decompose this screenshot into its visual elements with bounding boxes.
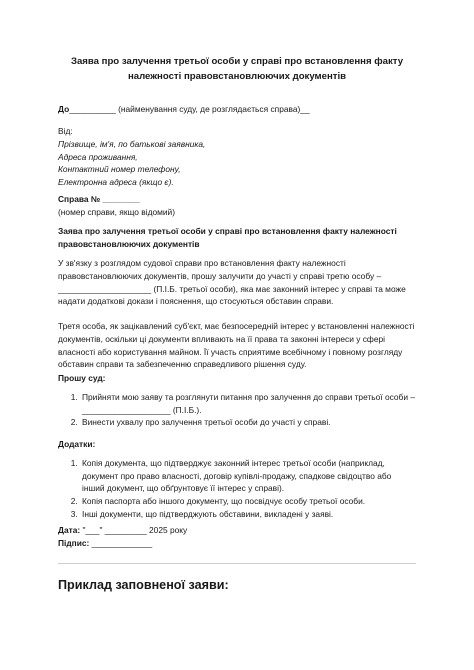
attachments-list <box>58 457 416 521</box>
paragraph-2: Третя особа, як зацікавлений суб'єкт, має безпосередній інтерес у встановленні належності документів, оскільки ці документи впливають на її права та законні інтереси у сфері власності або користування майном. Її участь сприятиме всебічному і повному розгляду обставин справи та забезпеченню справедливого рішення суду. <box>58 321 415 370</box>
applicant-address-line: Адреса проживання, <box>58 151 138 162</box>
divider <box>58 563 416 564</box>
court-line <box>58 103 416 116</box>
applicant-name-line: Прізвище, ім'я, по батькові заявника, <box>58 138 206 149</box>
date-line <box>58 524 416 537</box>
signature-label: Підпис: <box>58 538 90 548</box>
request-list <box>58 391 416 429</box>
case-note: (номер справи, якщо відомий) <box>58 206 176 217</box>
request-heading: Прошу суд: <box>58 373 106 383</box>
from-label: Від: <box>58 126 73 136</box>
attachment-item: 1. Копія документа, що підтверджує законний інтерес третьої особи (наприклад, документ про право власності, договір купівлі-продажу, спадкове свідоцтво або інший документ, що обґрунтовує її інтерес у справі). <box>80 457 416 495</box>
court-name-placeholder: __________ (найменування суду, де розглядається справа)__ <box>69 104 310 114</box>
case-block <box>58 193 416 219</box>
applicant-block <box>58 125 416 189</box>
date-label: Дата: <box>58 525 81 535</box>
request-section <box>58 372 416 429</box>
date-value: "___" _________ 2025 року <box>80 525 188 535</box>
applicant-phone-line: Контактний номер телефону, <box>58 164 181 175</box>
attachments-section <box>58 438 416 521</box>
paragraph-1: У зв'язку з розглядом судової справи про встановлення факту належності правовстановлюючих документів, прошу залучити до участі у справі третю особу – ____________________ (П.І.Б. третьої особи), яка має законний інтерес у справі та може надати додаткові докази і пояснення, що стосуються обставин справи. <box>58 258 406 307</box>
signature-value: _____________ <box>89 538 153 548</box>
signature-line <box>58 537 416 550</box>
example-heading: Приклад заповненої заяви: <box>58 578 229 592</box>
attachment-item: 3. Інші документи, що підтверджують обставини, викладені у заяві. <box>80 508 416 521</box>
case-number-blank: ________ <box>100 194 140 204</box>
document-title: Заява про залучення третьої особи у справі про встановлення факту належності правовстановлюючих документів <box>70 56 404 82</box>
applicant-email-line: Електронна адреса (якщо є). <box>58 177 174 188</box>
request-item: 2. Винести ухвалу про залучення третьої особи до участі у справі. <box>80 416 416 429</box>
to-label: До <box>58 104 70 114</box>
section-heading: Заява про залучення третьої особи у справі про встановлення факту належності правовстановлюючих документів <box>58 226 397 249</box>
case-label: Справа № <box>58 194 101 204</box>
attachments-heading: Додатки: <box>58 439 96 449</box>
request-item: 1. Прийняти мою заяву та розглянути питання про залучення до справи третьої особи – ___________________ (П.І.Б.). <box>80 391 416 417</box>
attachment-item: 2. Копія паспорта або іншого документу, що посвідчує особу третьої особи. <box>80 495 416 508</box>
